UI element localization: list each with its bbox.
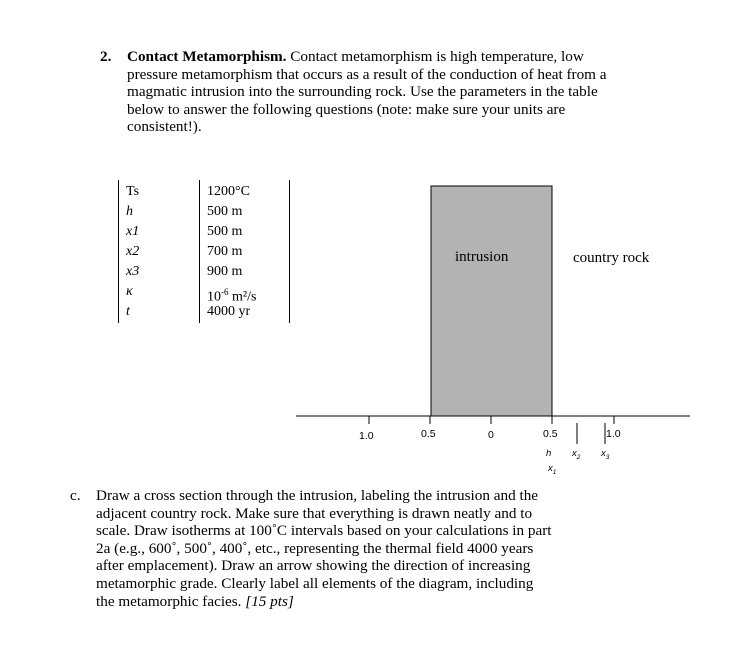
- symbol-x1: x1: [126, 224, 140, 239]
- intrusion-label: intrusion: [455, 249, 509, 265]
- value-x1: 500 m: [207, 224, 243, 239]
- x1-marker-label: [548, 463, 556, 476]
- problem-line-3: magmatic intrusion into the surrounding rock. Use the parameters in the table: [127, 83, 598, 101]
- part-c-line-3: scale. Draw isotherms at 100˚C intervals based on your calculations in part: [96, 522, 552, 540]
- kappa-exponent: -6: [221, 287, 229, 297]
- problem-line-1-text: Contact metamorphism is high temperature, low: [286, 48, 584, 65]
- x1-symbol: x: [548, 463, 553, 474]
- symbol-x3: x3: [126, 264, 140, 279]
- part-c-line-6: metamorphic grade. Clearly label all elements of the diagram, including: [96, 574, 534, 592]
- part-c-line-4: 2a (e.g., 600˚, 500˚, 400˚, etc., representing the thermal field 4000 years: [96, 539, 534, 557]
- x2-subscript: 2: [576, 453, 581, 461]
- symbol-kappa: κ: [126, 284, 133, 299]
- part-c-letter: c.: [70, 487, 81, 504]
- kappa-base: 10: [207, 289, 221, 305]
- part-c-line-7: [96, 593, 552, 611]
- problem-line-4: below to answer the following questions (note: make sure your units are: [127, 100, 566, 118]
- tick-label-right-1: 1.0: [606, 428, 621, 440]
- symbol-t: t: [126, 304, 130, 319]
- x3-subscript: 3: [605, 453, 610, 461]
- x3-symbol: x: [601, 448, 606, 459]
- symbol-x2: x2: [126, 244, 140, 259]
- value-x3: 900 m: [207, 264, 243, 279]
- symbol-h: h: [126, 204, 133, 219]
- kappa-unit: m²/s: [228, 289, 257, 305]
- part-c-line-2: adjacent country rock. Make sure that everything is drawn neatly and to: [96, 504, 533, 522]
- value-ts: 1200°C: [207, 184, 250, 199]
- part-c-line-7-text: the metamorphic facies.: [96, 592, 246, 610]
- symbol-ts: Ts: [126, 184, 140, 199]
- value-t: 4000 yr: [207, 304, 251, 319]
- x2-symbol: x: [572, 448, 577, 459]
- tick-label-left-05: 0.5: [421, 428, 436, 440]
- country-rock-label: country rock: [573, 250, 650, 266]
- tick-label-right-05: 0.5: [543, 428, 558, 440]
- value-x2: 700 m: [207, 244, 243, 259]
- x1-subscript: 1: [552, 468, 557, 476]
- problem-title: Contact Metamorphism.: [127, 48, 287, 65]
- h-marker-label: h: [546, 448, 552, 459]
- value-h: 500 m: [207, 204, 243, 219]
- intrusion-body: [431, 186, 552, 416]
- x2-marker-label: [572, 448, 580, 461]
- problem-line-2: pressure metamorphism that occurs as a result of the conduction of heat from a: [127, 65, 607, 83]
- problem-line-5: consistent!).: [127, 118, 202, 136]
- x3-marker-label: [601, 448, 609, 461]
- part-c-line-1: Draw a cross section through the intrusion, labeling the intrusion and the: [96, 487, 539, 504]
- part-c-line-5: after emplacement). Draw an arrow showing the direction of increasing: [96, 557, 531, 575]
- problem-number: 2.: [100, 48, 112, 65]
- part-c-points: [15 pts]: [245, 592, 294, 610]
- tick-label-center: 0: [488, 429, 494, 441]
- tick-label-left-1: 1.0: [359, 430, 374, 442]
